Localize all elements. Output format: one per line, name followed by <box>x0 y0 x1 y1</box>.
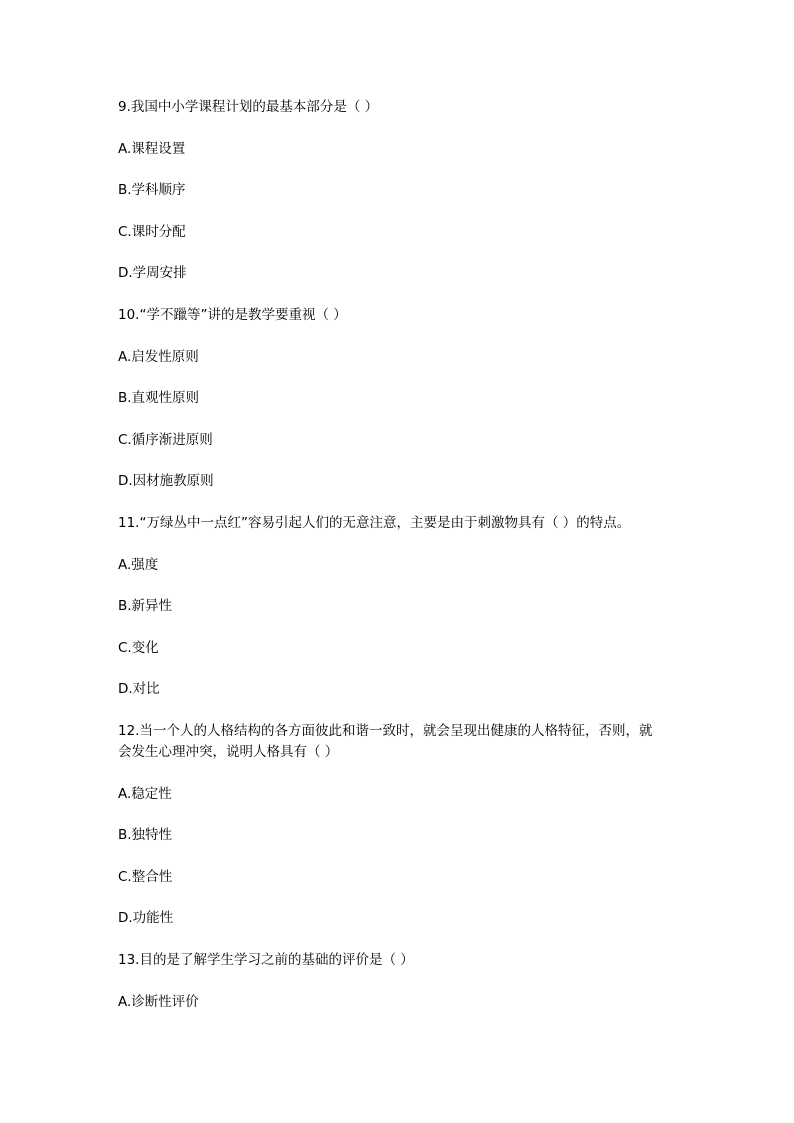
question-10-stem: 10.“学不躐等”讲的是教学要重视（ ） <box>118 307 347 323</box>
question-12-stem-line-1: 12.当一个人的人格结构的各方面彼此和谐一致时，就会呈现出健康的人格特征，否则，就 <box>118 723 653 739</box>
question-9-option-b: B.学科顺序 <box>118 182 186 198</box>
question-12-stem-line-2: 会发生心理冲突，说明人格具有（ ） <box>118 744 339 760</box>
question-12-option-d: D.功能性 <box>118 910 174 926</box>
question-12-option-b: B.独特性 <box>118 827 173 843</box>
question-10-option-b: B.直观性原则 <box>118 390 200 406</box>
question-12-option-a: A.稳定性 <box>118 786 172 802</box>
question-11-option-c: C.变化 <box>118 640 159 656</box>
question-11-option-a: A.强度 <box>118 557 159 573</box>
question-10-option-d: D.因材施教原则 <box>118 473 214 489</box>
question-9-stem: 9.我国中小学课程计划的最基本部分是（ ） <box>118 99 379 115</box>
question-11-option-b: B.新异性 <box>118 598 173 614</box>
question-11-stem: 11.“万绿丛中一点红”容易引起人们的无意注意，主要是由于刺激物具有（ ）的特点。 <box>118 515 631 531</box>
question-10-option-c: C.循序渐进原则 <box>118 432 213 448</box>
question-9-option-c: C.课时分配 <box>118 224 186 240</box>
question-11-option-d: D.对比 <box>118 681 160 697</box>
question-13-stem: 13.目的是了解学生学习之前的基础的评价是（ ） <box>118 952 414 968</box>
question-12-option-c: C.整合性 <box>118 869 173 885</box>
question-9-option-d: D.学周安排 <box>118 265 187 281</box>
question-13-option-a: A.诊断性评价 <box>118 994 199 1010</box>
question-9-option-a: A.课程设置 <box>118 141 186 157</box>
question-10-option-a: A.启发性原则 <box>118 349 199 365</box>
